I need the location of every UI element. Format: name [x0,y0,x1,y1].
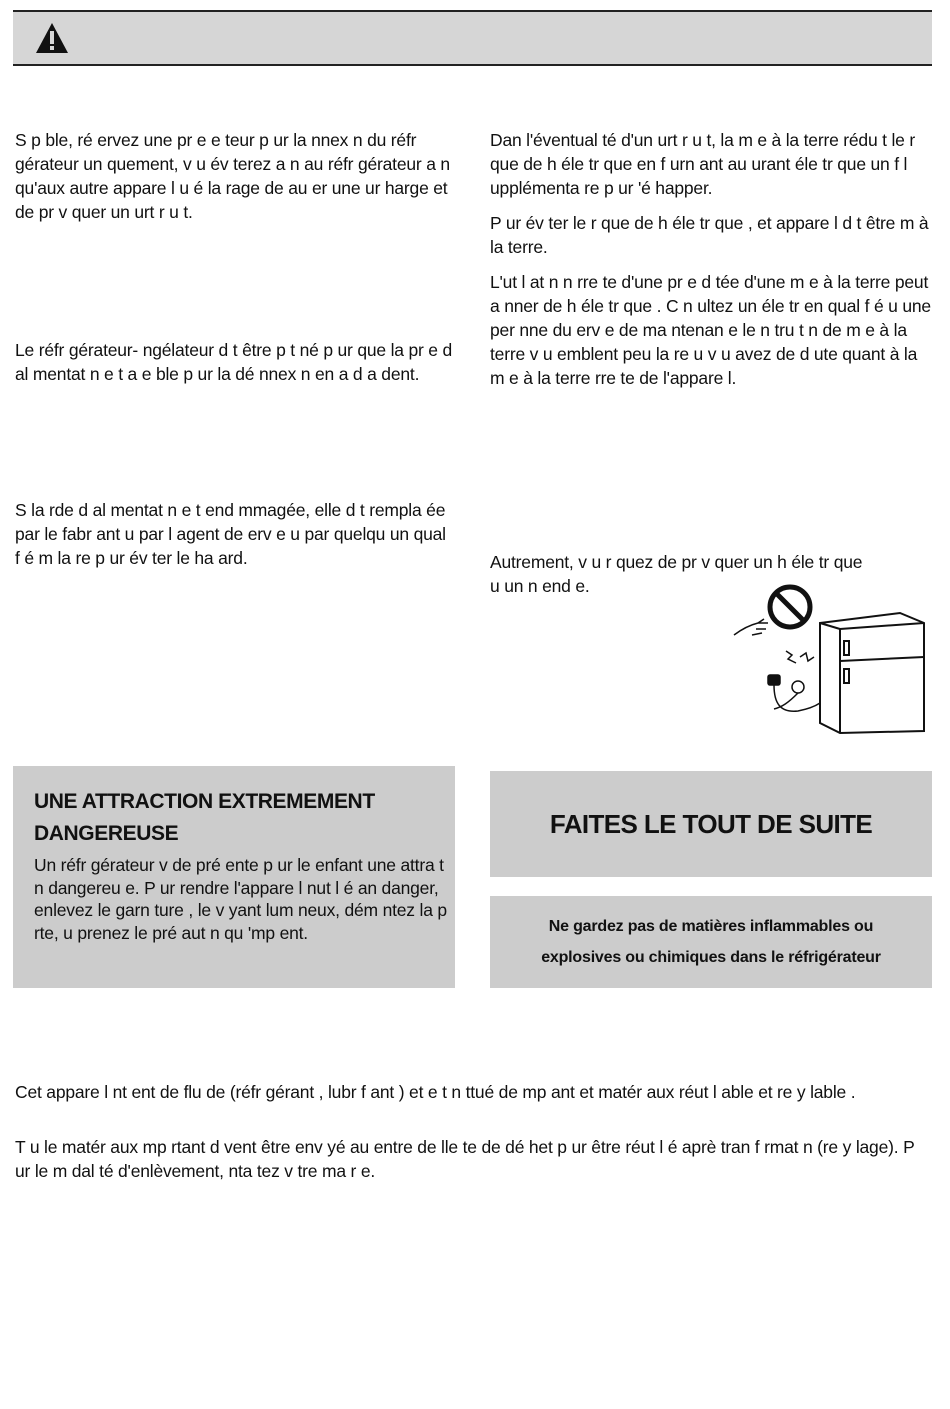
action-panel-line-1: Ne gardez pas de matières inflammables ou [548,918,874,935]
attraction-text: Un réfr gérateur v de pré ente p ur le enfant une attra t n dangereu e. P ur rendre l'appare l nut l é an danger, enlevez le garn ture , le v yant lum neux, dém ntez la p rte, u prenez le pré aut n qu 'mp ent. [34,855,447,943]
plug-icon [768,675,820,711]
action-panel-line-2: explosives ou chimiques dans le réfrigérateur [541,949,881,966]
attraction-title: UNE ATTRACTION EXTREMEMENT DANGEREUSE [34,790,375,845]
left-paragraph-1 [15,128,455,224]
bottom-paragraph-2 [15,1135,915,1183]
no-touch-fridge-illustration [728,583,928,735]
left-paragraph-2-text: Le réfr gérateur- ngélateur d t être p t né p ur que la pr e d al mentat n e t a e ble p ur la dé nnex n en a d a dent. [15,340,453,384]
right-paragraphs [490,128,932,390]
left-paragraph-2 [15,338,455,386]
spark-icon [786,651,814,663]
warning-header-bar [13,10,932,66]
prohibition-icon [770,587,810,627]
right-paragraph-3: L'ut l at n n rre te d'une pr e d tée d'une m e à la terre peut a nner de h éle tr que . C n ultez un éle tr en qual f é u une per nne du erv e de ma ntenan e le n tru t n de m e à la terre v u emblent peu la re u v u avez de d ute quant à la m e à la terre rre te de l'appare l. [490,272,931,388]
attraction-warning-box [13,766,455,988]
right-paragraph-4-text: Autrement, v u r quez de pr v quer un h éle tr que u un n end e. [490,552,863,596]
left-paragraph-3-text: S la rde d al mentat n e t end mmagée, elle d t rempla ée par le fabr ant u par l agent de erv e u par quelqu un qual f é m la re p ur év ter le ha ard. [15,500,446,568]
bottom-paragraph-1 [15,1080,875,1104]
action-panel-title: FAITES LE TOUT DE SUITE [549,808,873,839]
left-paragraph-3 [15,498,455,570]
action-panel-text-box [490,896,932,988]
fridge-icon [820,613,924,733]
bottom-paragraph-2-text: T u le matér aux mp rtant d vent être env yé au entre de lle te de dé het p ur être réut l é aprè tran f rmat n (re y lage). P ur le m dal té d'enlèvement, nta tez v tre ma r e. [15,1137,915,1181]
right-paragraph-2: P ur év ter le r que de h éle tr que , et appare l d t être m à la terre. [490,213,929,257]
left-paragraph-1-text: S p ble, ré ervez une pr e e teur p ur la nnex n du réfr gérateur un quement, v u év terez a n au réfr gérateur a n qu'aux autre appare l u é la rage de au er une ur harge et de pr v quer un urt r u t. [15,130,450,222]
hand-icon [734,619,768,635]
warning-triangle-icon [35,22,69,54]
right-paragraph-1: Dan l'éventual té d'un urt r u t, la m e à la terre rédu t le r que de h éle tr que en f urn ant au urant éle tr que un f l upplémenta re p ur 'é happer. [490,130,915,198]
bottom-paragraph-1-text: Cet appare l nt ent de flu de (réfr gérant , lubr f ant ) et e t n ttué de mp ant et matér aux réut l able et re y lable . [15,1082,856,1102]
action-panel-title-box [490,771,932,877]
